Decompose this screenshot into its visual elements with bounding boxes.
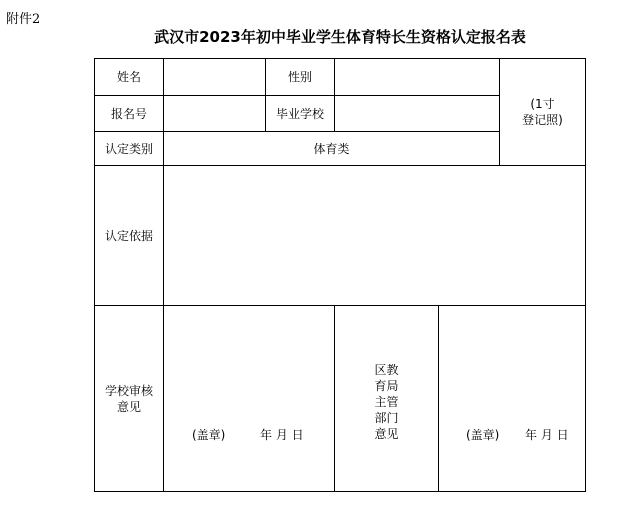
district-date-text: 年 月 日 — [525, 428, 569, 442]
graduation-school-field[interactable] — [335, 96, 499, 131]
school-review-field[interactable] — [164, 306, 334, 491]
school-seal-text: (盖章) — [192, 428, 226, 442]
district-review-field[interactable] — [439, 306, 585, 491]
district-review-label — [335, 306, 438, 491]
form-title: 武汉市2023年初中毕业学生体育特长生资格认定报名表 — [154, 28, 526, 46]
certification-category-value: 体育类 — [313, 141, 350, 156]
school-date-text: 年 月 日 — [260, 428, 304, 442]
graduation-school-label: 毕业学校 — [275, 106, 324, 121]
certification-category-label: 认定类别 — [104, 141, 153, 156]
name-field[interactable] — [164, 59, 265, 95]
district-label-line: 主管 — [374, 394, 399, 409]
photo-size-text: (1寸 — [530, 97, 555, 111]
attachment-label: 附件2 — [6, 12, 41, 27]
registration-number-label: 报名号 — [110, 106, 147, 121]
registration-form-table — [94, 58, 586, 492]
district-label-line: 部门 — [374, 410, 399, 425]
photo-placeholder — [500, 59, 585, 165]
school-review-label: 学校审核意见 — [104, 383, 153, 414]
certification-basis-label: 认定依据 — [104, 228, 153, 243]
gender-field[interactable] — [335, 59, 499, 95]
district-label-line: 意见 — [374, 426, 399, 441]
district-seal-text: (盖章) — [466, 428, 500, 442]
name-label: 姓名 — [116, 70, 141, 84]
district-label-line: 育局 — [374, 378, 399, 393]
registration-number-field[interactable] — [164, 96, 265, 131]
certification-basis-field[interactable] — [164, 166, 585, 305]
district-label-line: 区教 — [374, 362, 399, 377]
photo-type-text: 登记照) — [522, 113, 563, 127]
gender-label: 性别 — [287, 70, 312, 84]
